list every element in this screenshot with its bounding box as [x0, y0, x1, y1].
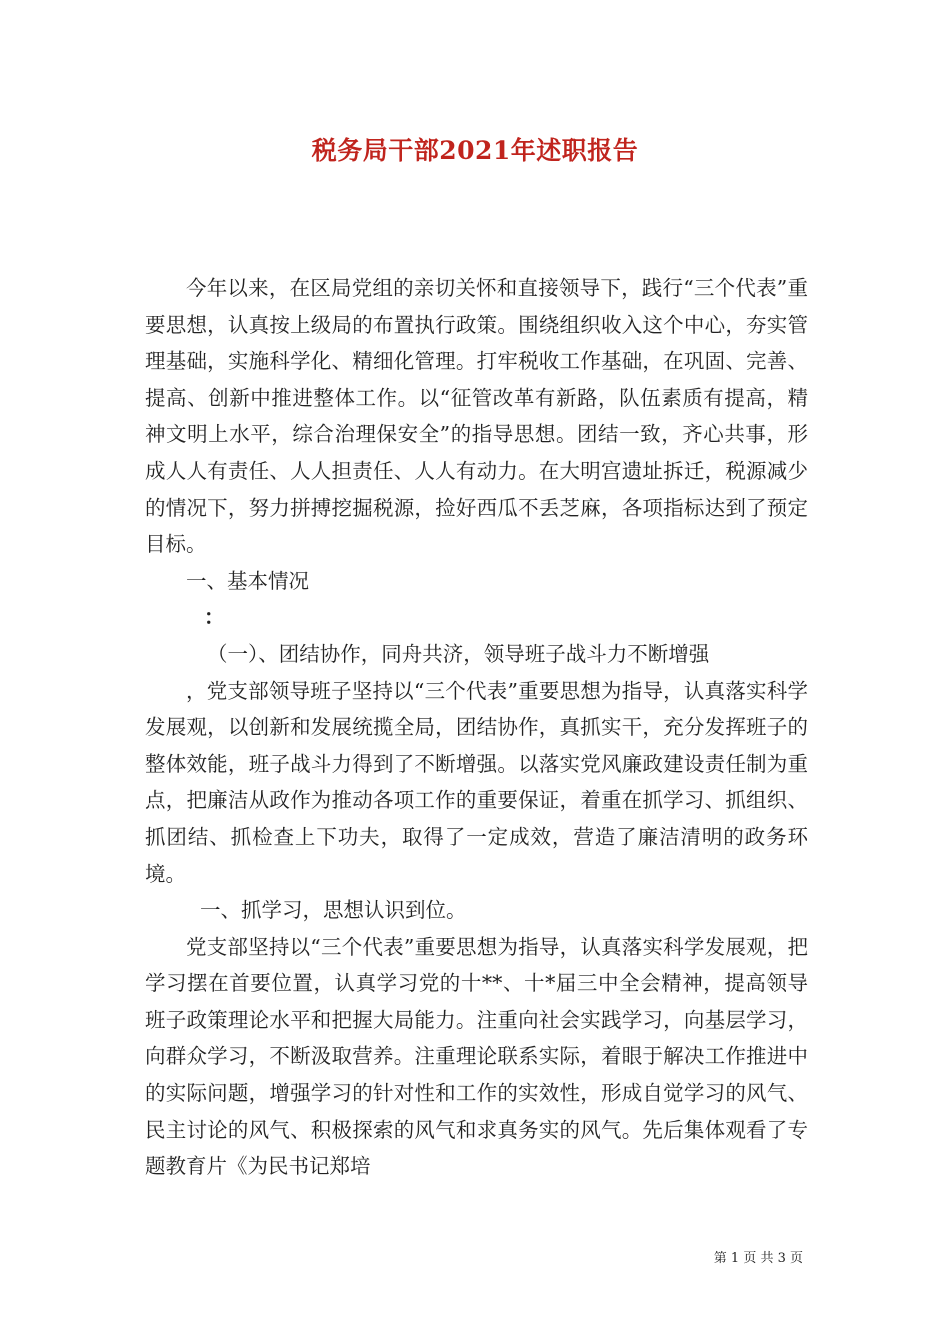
teamwork-paragraph: ，党支部领导班子坚持以“三个代表”重要思想为指导，认真落实科学发展观，以创新和发展统揽全局，团结协作，真抓实干，充分发挥班子的整体效能，班子战斗力得到了不断增强。以落实党风廉政建设责任制为重点，把廉洁从政作为推动各项工作的重要保证，着重在抓学习、抓组织、抓团结、抓检查上下功夫，取得了一定成效，营造了廉洁清明的政务环境。 — [145, 678, 808, 886]
section-heading-basic-situation: 一、基本情况 — [186, 568, 309, 593]
study-paragraph: 党支部坚持以“三个代表”重要思想为指导，认真落实科学发展观，把学习摆在首要位置，认真学习党的十**、十*届三中全会精神，提高领导班子政策理论水平和把握大局能力。注重向社会实践学习，向基层学习，向群众学习，不断汲取营养。注重理论联系实际，着眼于解决工作推进中的实际问题，增强学习的针对性和工作的实效性，形成自觉学习的风气、民主讨论的风气、积极探索的风气和求真务实的风气。先后集体观看了专题教育片《为民书记郑培 — [145, 934, 808, 1179]
section-heading-study: 一、抓学习，思想认识到位。 — [200, 898, 467, 923]
document-body — [145, 270, 808, 1185]
page-number-footer: 第 1 页 共 3 页 — [713, 1251, 803, 1266]
colon-line: ： — [204, 605, 225, 630]
document-title: 税务局干部2021年述职报告 — [311, 136, 639, 165]
intro-paragraph: 今年以来，在区局党组的亲切关怀和直接领导下，践行“三个代表”重要思想，认真按上级局的布置执行政策。围绕组织收入这个中心，夯实管理基础，实施科学化、精细化管理。打牢税收工作基础，在巩固、完善、提高、创新中推进整体工作。以“征管改革有新路，队伍素质有提高，精神文明上水平，综合治理保安全”的指导思想。团结一致，齐心共事，形成人人有责任、人人担责任、人人有动力。在大明宫遗址拆迁，税源减少的情况下，努力拼搏挖掘税源，捡好西瓜不丢芝麻，各项指标达到了预定目标。 — [145, 276, 808, 557]
subsection-heading-teamwork: （一）、团结协作，同舟共济，领导班子战斗力不断增强 — [207, 641, 710, 666]
